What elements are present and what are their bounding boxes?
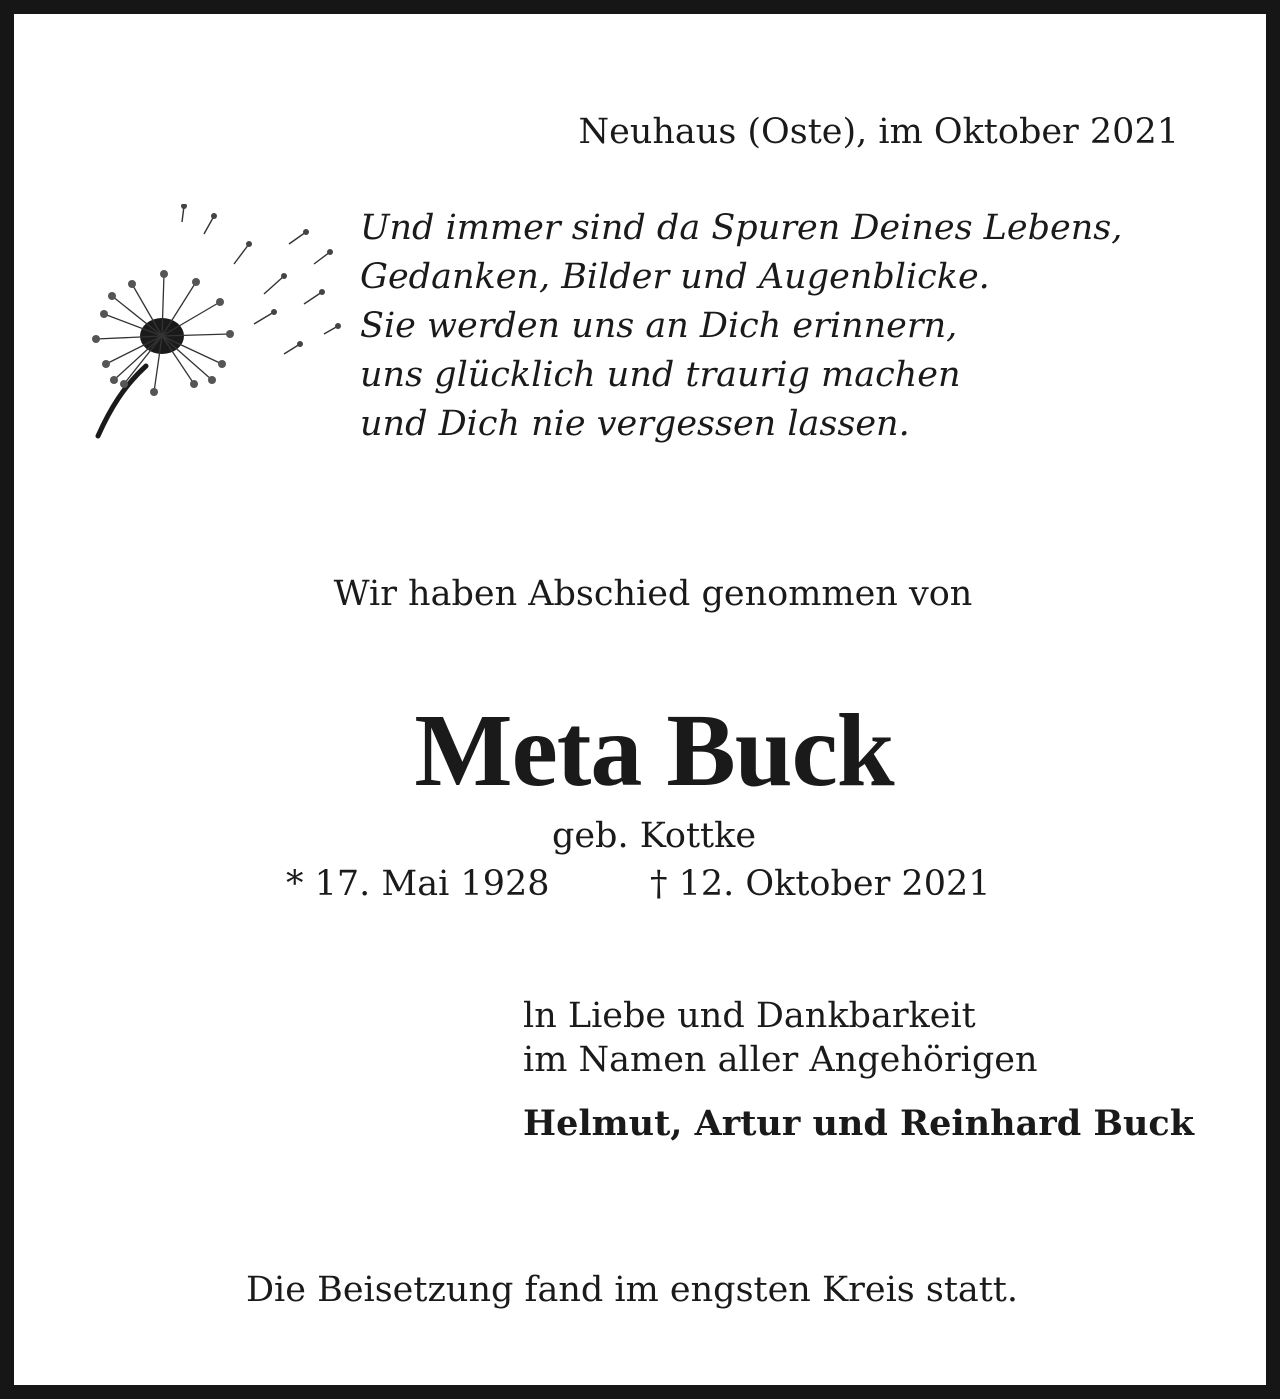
poem-line: Und immer sind da Spuren Deines Lebens, (360, 208, 1123, 248)
closing-text (523, 994, 1038, 1082)
burial-note: Die Beisetzung fand im engsten Kreis statt. (246, 1270, 1018, 1310)
farewell-intro: Wir haben Abschied genommen von (333, 574, 973, 614)
closing-line: ln Liebe und Dankbarkeit (523, 996, 976, 1036)
death-date: † 12. Oktober 2021 (650, 864, 991, 904)
deceased-name: Meta Buck (414, 693, 894, 808)
dandelion-icon (84, 204, 344, 444)
poem-line: Sie werden uns an Dich erinnern, (360, 306, 958, 346)
birth-date: * 17. Mai 1928 (286, 864, 550, 904)
place-date: Neuhaus (Oste), im Oktober 2021 (578, 112, 1179, 152)
signers: Helmut, Artur und Reinhard Buck (523, 1103, 1194, 1144)
closing-line: im Namen aller Angehörigen (523, 1040, 1038, 1080)
poem-line: und Dich nie vergessen lassen. (360, 404, 910, 444)
poem (360, 204, 1122, 449)
poem-line: uns glücklich und traurig machen (360, 355, 961, 395)
poem-line: Gedanken, Bilder und Augenblicke. (360, 257, 990, 297)
maiden-name: geb. Kottke (551, 816, 757, 856)
